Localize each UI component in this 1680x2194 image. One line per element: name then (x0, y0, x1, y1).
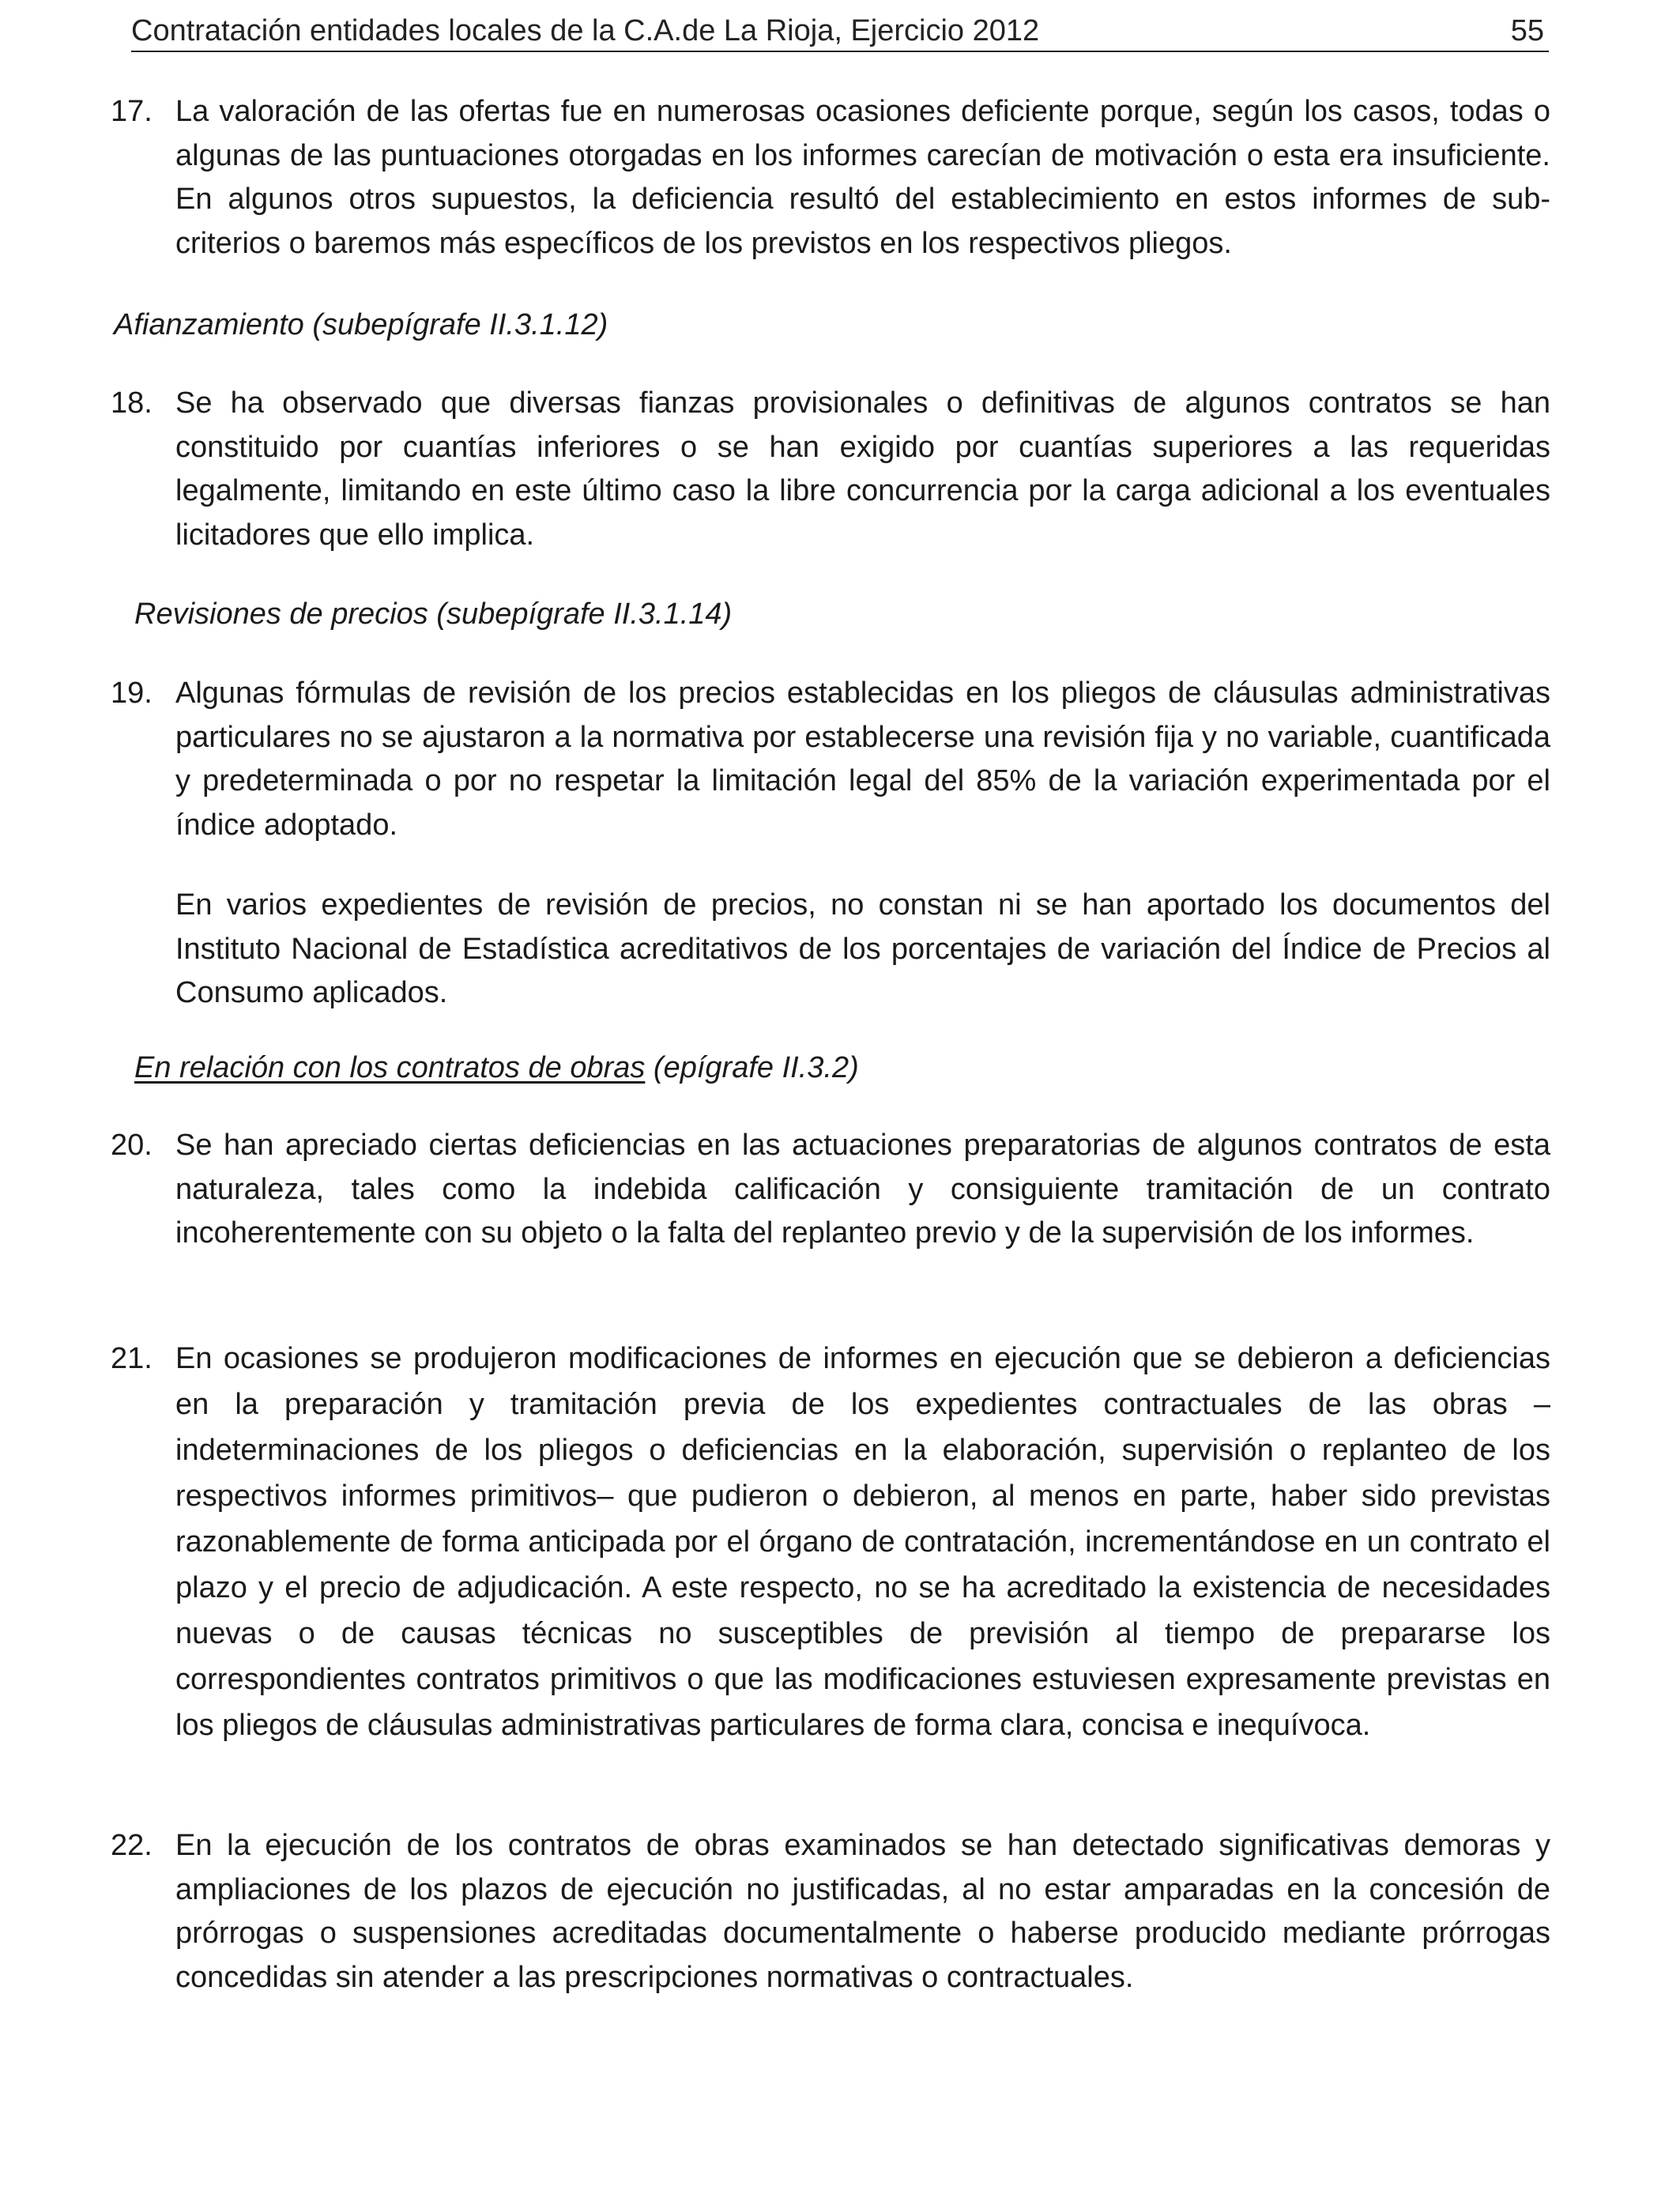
subheading-revisiones: Revisiones de precios (subepígrafe II.3.1.14) (134, 598, 733, 631)
subheading-obras (134, 1048, 859, 1088)
item-number: 19. (111, 677, 153, 710)
item-number: 21. (111, 1342, 153, 1375)
paragraph: En varios expedientes de revisión de precios, no constan ni se han aportado los documentos del Instituto Nacional de Estadística acreditativos de los porcentajes de variación del Índice de Precios al Consumo aplicados. (175, 888, 1550, 1009)
list-item (111, 672, 1550, 847)
header-title: Contratación entidades locales de la C.A.de La Rioja, Ejercicio 2012 (131, 14, 1040, 47)
item-text: La valoración de las ofertas fue en numerosas ocasiones deficiente porque, según los casos, todas o algunas de las puntuaciones otorgadas en los informes carecían de motivación o esta era insuficiente. En algunos otros supuestos, la deficiencia resultó del establecimiento en estos informes de sub-criterios o baremos más específicos de los previstos en los respectivos pliegos. (175, 95, 1550, 260)
item-text: Se ha observado que diversas fianzas provisionales o definitivas de algunos contratos se han constituido por cuantías inferiores o se han exigido por cuantías superiores a las requeridas legalmente, limitando en este último caso la libre concurrencia por la carga adicional a los eventuales licitadores que ello implica. (175, 386, 1550, 552)
item-text: Se han apreciado ciertas deficiencias en las actuaciones preparatorias de algunos contratos de esta naturaleza, tales como la indebida calificación y consiguiente tramitación de un contrato incoherentemente con su objeto o la falta del replanteo previo y de la supervisión de los informes. (175, 1129, 1550, 1250)
item-text: En ocasiones se produjeron modificaciones de informes en ejecución que se debieron a deficiencias en la preparación y tramitación previa de los expedientes contractuales de las obras –indeterminaciones de los pliegos o deficiencias en la elaboración, supervisión o replanteo de los respectivos informes primitivos– que pudieron o debieron, al menos en parte, haber sido previstas razonablemente de forma anticipada por el órgano de contratación, incrementándose en un contrato el plazo y el precio de adjudicación. A este respecto, no se ha acreditado la existencia de necesidades nuevas o de causas técnicas no susceptibles de previsión al tiempo de prepararse los correspondientes contratos primitivos o que las modificaciones estuviesen expresamente previstas en los pliegos de cláusulas administrativas particulares de forma clara, concisa e inequívoca. (175, 1342, 1550, 1742)
list-item (111, 382, 1550, 557)
item-number: 17. (111, 95, 153, 128)
item-text: Algunas fórmulas de revisión de los precios establecidas en los pliegos de cláusulas administrativas particulares no se ajustaron a la normativa por establecerse una revisión fija y no variable, cuantificada y predeterminada o por no respetar la limitación legal del 85% de la variación experimentada por el índice adoptado. (175, 677, 1550, 842)
subheading-obras-underlined: En relación con los contratos de obras (134, 1051, 646, 1084)
item-number: 22. (111, 1829, 153, 1862)
item-text: En la ejecución de los contratos de obras examinados se han detectado significativas demoras y ampliaciones de los plazos de ejecución no justificadas, al no estar amparadas en la concesión de prórrogas o suspensiones acreditadas documentalmente o haberse producido mediante prórrogas concedidas sin atender a las prescripciones normativas o contractuales. (175, 1829, 1550, 1994)
list-item (111, 1336, 1550, 1748)
page-header (131, 11, 1549, 52)
list-item (111, 1824, 1550, 2000)
subheading-afianzamiento: Afianzamiento (subepígrafe II.3.1.12) (114, 308, 608, 341)
list-item (111, 1124, 1550, 1256)
list-item (111, 90, 1550, 266)
page-number: 55 (1510, 14, 1544, 47)
subheading-obras-rest: (epígrafe II.3.2) (645, 1051, 859, 1084)
item-number: 18. (111, 386, 153, 420)
item-number: 20. (111, 1129, 153, 1162)
